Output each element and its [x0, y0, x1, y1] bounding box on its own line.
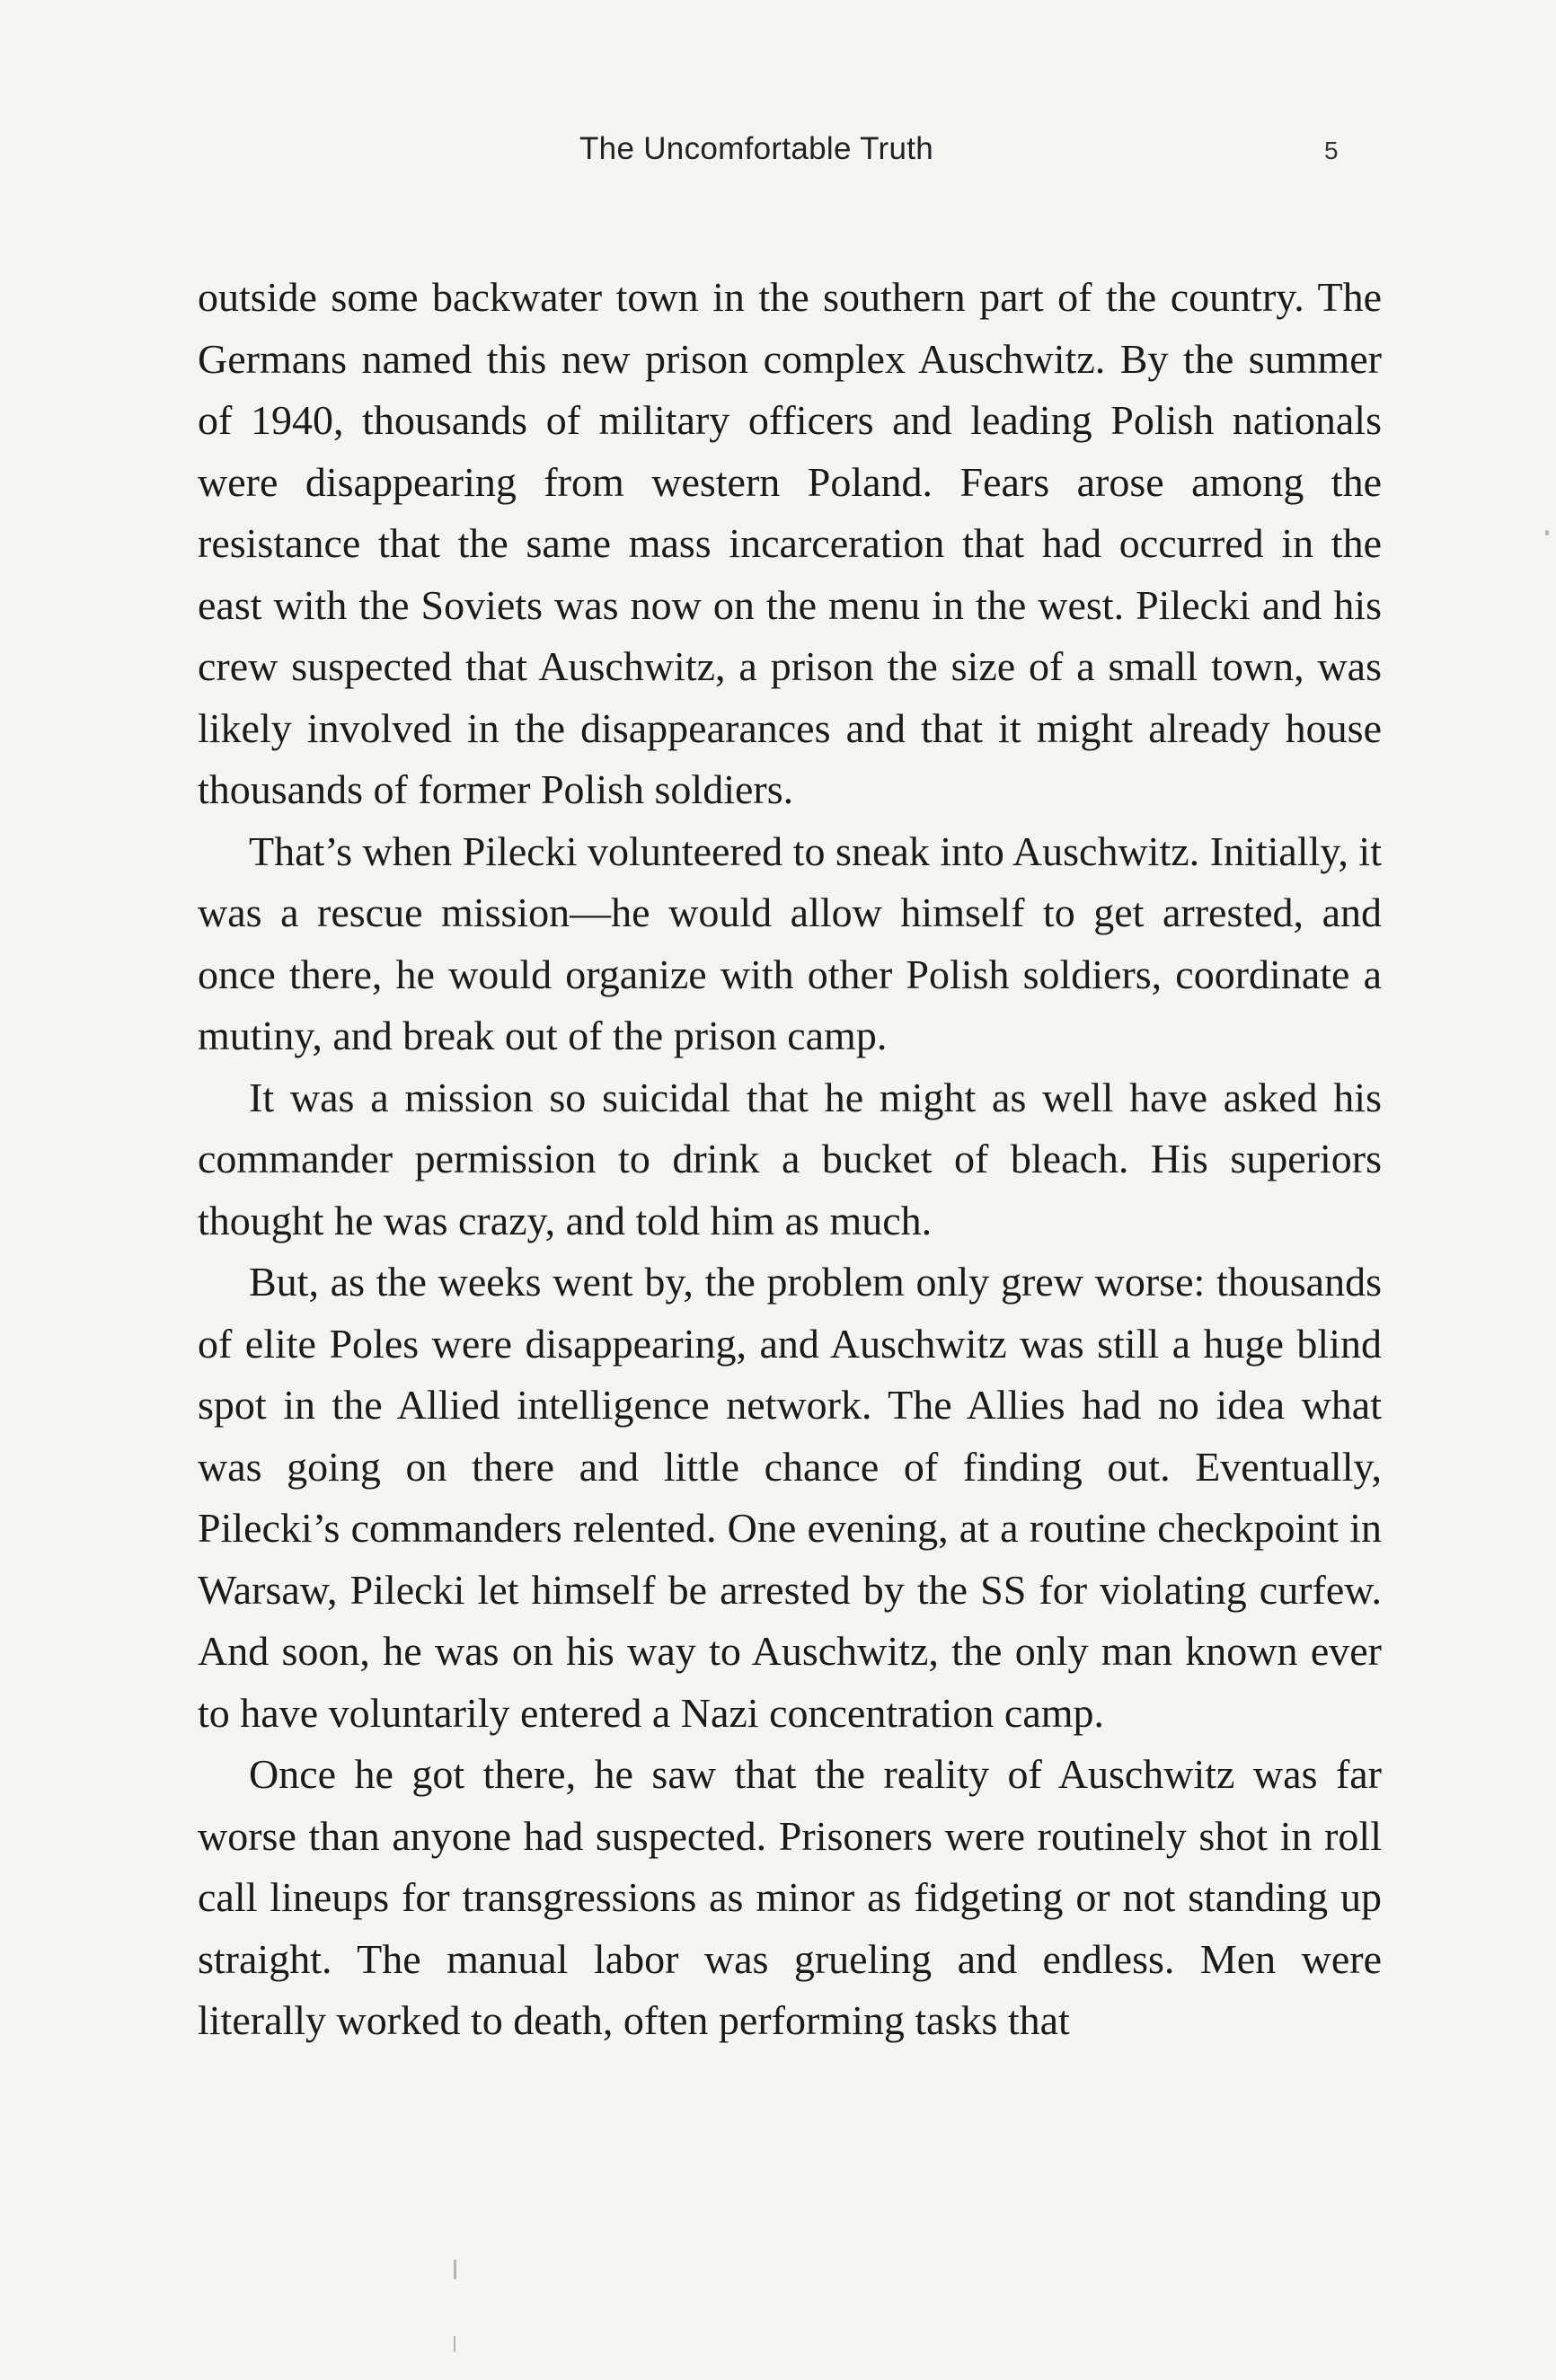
paragraph-3: It was a mission so suicidal that he might as well have asked his commander permission to drink a bucket of bleach. His superiors thought he was crazy, and told him as much.: [198, 1074, 1382, 1243]
paper-speck: [1545, 530, 1549, 535]
page-number: 5: [1324, 137, 1339, 164]
body-text: [198, 267, 1382, 2052]
paragraph-1: outside some backwater town in the southern part of the country. The Germans named this new prison complex Auschwitz. By the summer of 1940, thousands of military officers and leading Polish nationals were disappearing from western Poland. Fears arose among the resistance that the same mass incarceration that had occurred in the east with the Soviets was now on the menu in the west. Pilecki and his crew suspected that Auschwitz, a prison the size of a small town, was likely involved in the disappearances and that it might already house thousands of former Polish soldiers.: [198, 274, 1382, 812]
paper-speck: [454, 2260, 456, 2279]
paper-speck: [454, 2336, 455, 2352]
running-head: [0, 131, 1556, 176]
paragraph-4: But, as the weeks went by, the problem only grew worse: thousands of elite Poles were disappearing, and Auschwitz was still a huge blind spot in the Allied intelligence network. The Allies had no idea what was going on there and little chance of finding out. Eventually, Pilecki’s commanders relented. One evening, at a routine checkpoint in Warsaw, Pilecki let himself be arrested by the SS for violating curfew. And soon, he was on his way to Auschwitz, the only man known ever to have voluntarily entered a Nazi concentration camp.: [198, 1259, 1382, 1736]
paragraph-5: Once he got there, he saw that the reality of Auschwitz was far worse than anyone had suspected. Prisoners were routinely shot in roll call lineups for transgressions as minor as fidgeting or not standing up straight. The manual labor was grueling and endless. Men were literally worked to death, often performing tasks that: [198, 1751, 1382, 2043]
paragraph-2: That’s when Pilecki volunteered to sneak into Auschwitz. Initially, it was a rescue mission—he would allow himself to get arrested, and once there, he would organize with other Polish soldiers, coordinate a mutiny, and break out of the prison camp.: [198, 827, 1382, 1058]
running-head-title: The Uncomfortable Truth: [579, 131, 934, 166]
